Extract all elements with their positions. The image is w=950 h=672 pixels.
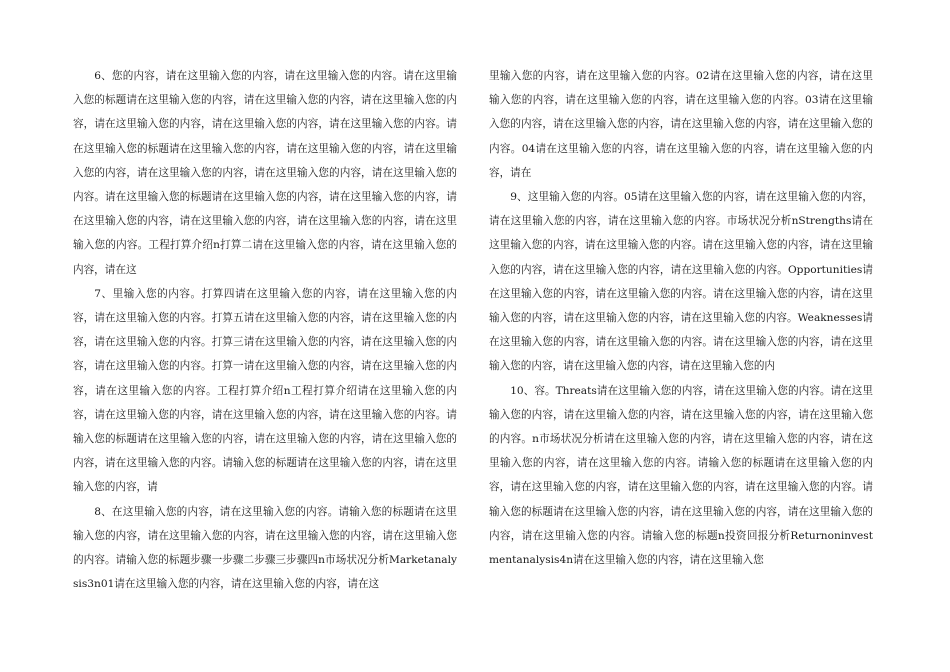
paragraph-8-continued: 里输入您的内容，请在这里输入您的内容。02请在这里输入您的内容，请在这里输入您的内容，请在这里输入您的内容，请在这里输入您的内容。03请在这里输入您的内容，请在这里输入您的内容，请在这里输入您的内容，请在这里输入您的内容。04请在这里输入您的内容，请在这里输入您的内容，请在这里输入您的内容，请在 xyxy=(489,70,873,179)
paragraph-9: 9、这里输入您的内容。05请在这里输入您的内容，请在这里输入您的内容，请在这里输入您的内容，请在这里输入您的内容。市场状况分析nStrengths请在这里输入您的内容，请在这里输入您的内容。请在这里输入您的内容，请在这里输入您的内容，请在这里输入您的内容，请在这里输入您的内容。Opportunities请在这里输入您的内容，请在这里输入您的内容。请在这里输入您的内容，请在这里输入您的内容，请在这里输入您的内容，请在这里输入您的内容。Weaknesses请在这里输入您的内容，请在这里输入您的内容。请在这里输入您的内容，请在这里输入您的内容，请在这里输入您的内容，请在这里输入您的内 xyxy=(489,191,873,373)
paragraph-7: 7、里输入您的内容。打算四请在这里输入您的内容，请在这里输入您的内容，请在这里输入您的内容。打算五请在这里输入您的内容，请在这里输入您的内容，请在这里输入您的内容。打算三请在这里输入您的内容，请在这里输入您的内容，请在这里输入您的内容。打算一请在这里输入您的内容，请在这里输入您的内容，请在这里输入您的内容。工程打算介绍n工程打算介绍请在这里输入您的内容，请在这里输入您的内容，请在这里输入您的内容，请在这里输入您的内容。请输入您的标题请在这里输入您的内容，请在这里输入您的内容，请在这里输入您的内容，请在这里输入您的内容。请输入您的标题请在这里输入您的内容，请在这里输入您的内容，请 xyxy=(73,287,457,494)
right-text-column xyxy=(489,64,873,572)
paragraph-10: 10、容。Threats请在这里输入您的内容，请在这里输入您的内容。请在这里输入您的内容，请在这里输入您的内容，请在这里输入您的内容，请在这里输入您的内容。n市场状况分析请在这里输入您的内容，请在这里输入您的内容，请在这里输入您的内容，请在这里输入您的内容。请输入您的标题请在这里输入您的内容，请在这里输入您的内容，请在这里输入您的内容，请在这里输入您的内容。请输入您的标题请在这里输入您的内容，请在这里输入您的内容，请在这里输入您的内容，请在这里输入您的内容。请输入您的标题n投资回报分析Returnoninvestmentanalysis4n请在这里输入您的内容，请在这里输入您 xyxy=(489,384,873,567)
left-text-column xyxy=(73,64,457,596)
paragraph-8: 8、在这里输入您的内容，请在这里输入您的内容。请输入您的标题请在这里输入您的内容，请在这里输入您的内容，请在这里输入您的内容，请在这里输入您的内容。请输入您的标题步骤一步骤二步骤三步骤四n市场状况分析Marketanalysis3n01请在这里输入您的内容，请在这里输入您的内容，请在这 xyxy=(73,505,457,591)
paragraph-6: 6、您的内容，请在这里输入您的内容，请在这里输入您的内容。请在这里输入您的标题请在这里输入您的内容，请在这里输入您的内容，请在这里输入您的内容，请在这里输入您的内容，请在这里输入您的内容，请在这里输入您的内容。请在这里输入您的标题请在这里输入您的内容，请在这里输入您的内容，请在这里输入您的内容，请在这里输入您的内容，请在这里输入您的内容，请在这里输入您的内容。请在这里输入您的标题请在这里输入您的内容，请在这里输入您的内容，请在这里输入您的内容，请在这里输入您的内容，请在这里输入您的内容，请在这里输入您的内容。工程打算介绍n打算二请在这里输入您的内容，请在这里输入您的内容，请在这 xyxy=(73,70,457,276)
